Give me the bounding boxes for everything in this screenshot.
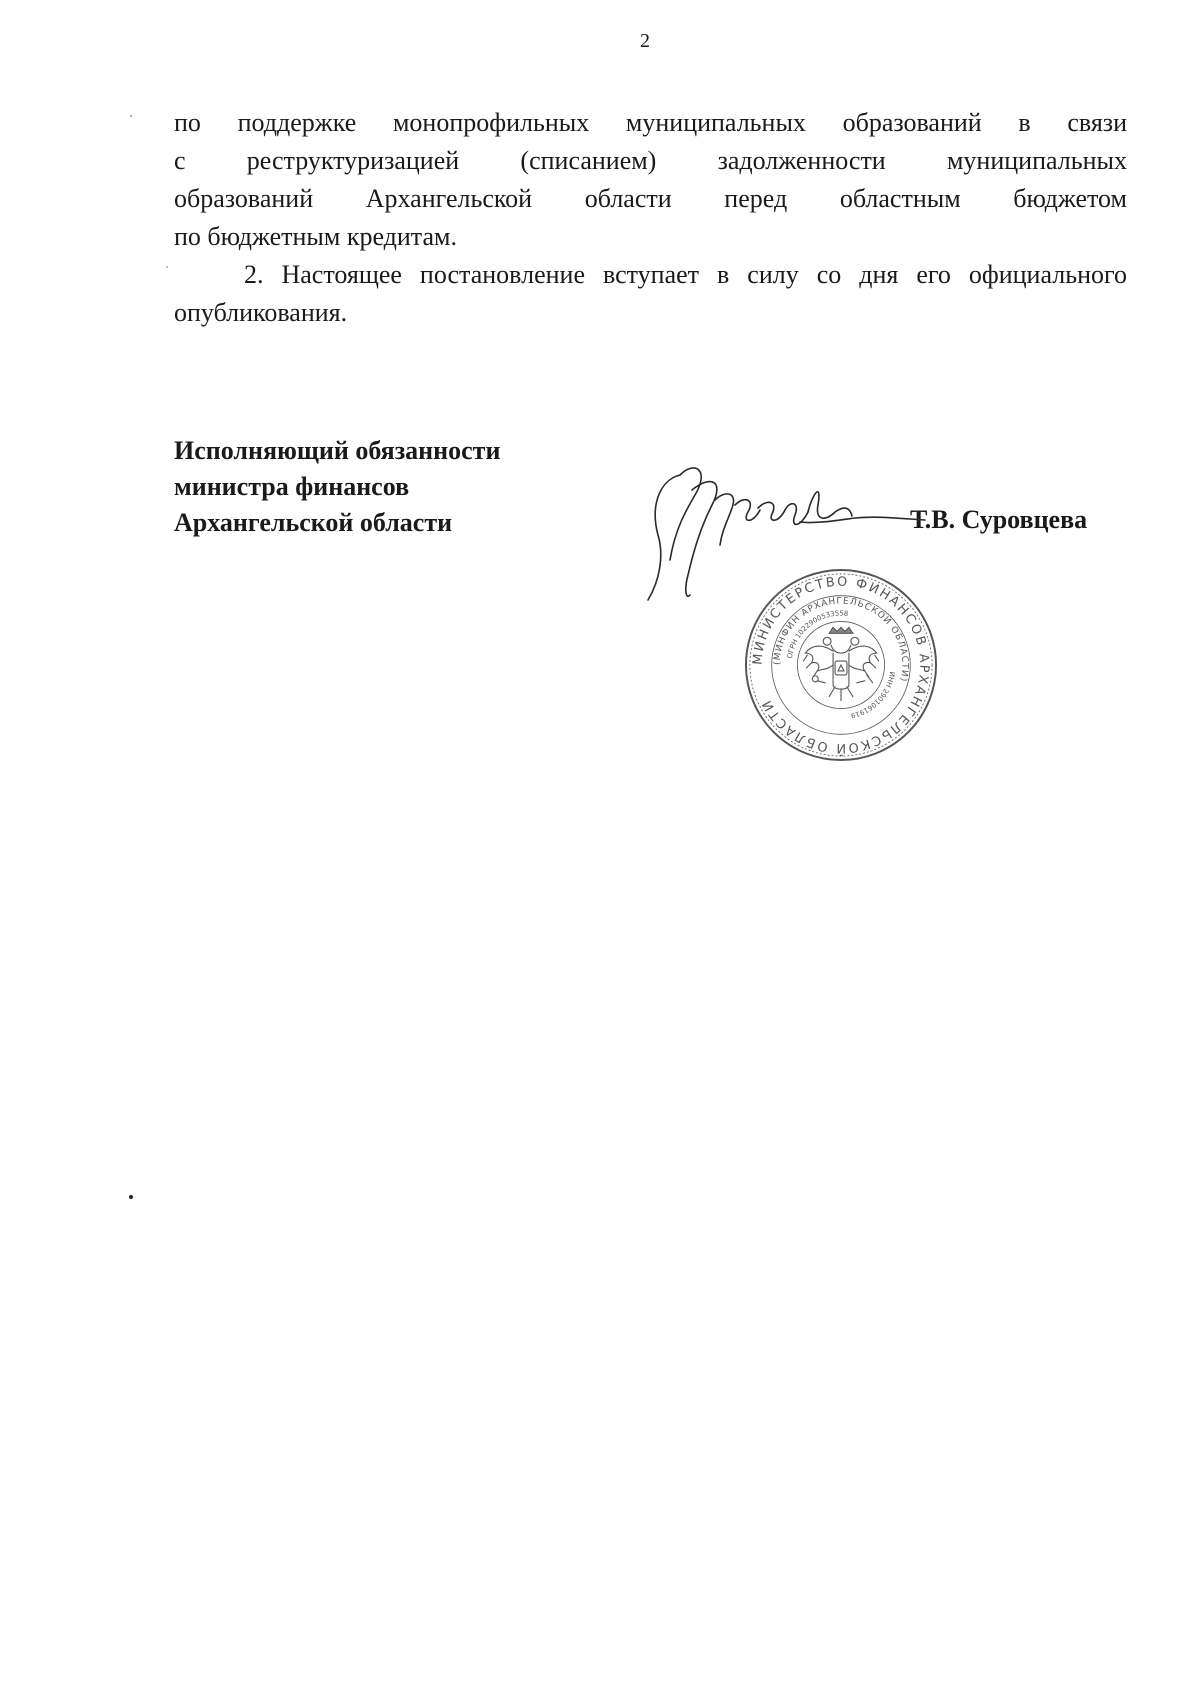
svg-text:ИНН 2901061919 — [850, 671, 896, 720]
paragraph-2-line-2: опубликования. — [174, 298, 348, 327]
document-body — [174, 104, 1127, 332]
scan-speck — [166, 266, 168, 268]
signer-name: Т.В. Суровцева — [910, 505, 1088, 534]
official-seal — [742, 566, 940, 764]
signer-title — [174, 433, 500, 541]
seal-inner-text: (МИНФИН АРХАНГЕЛЬСКОЙ ОБЛАСТИ) — [772, 596, 910, 684]
scan-speck — [129, 1195, 133, 1199]
scan-speck — [130, 115, 132, 117]
page-number: 2 — [640, 30, 650, 52]
signer-title-line-3: Архангельской области — [174, 508, 453, 537]
body-line-1: по поддержке монопрофильных муниципальных образований в связи — [174, 108, 1127, 137]
signer-title-line-1: Исполняющий обязанности — [174, 436, 501, 465]
body-line-3: образований Архангельской области перед областным бюджетом — [174, 184, 1127, 213]
body-line-4: по бюджетным кредитам. — [174, 222, 457, 251]
seal-inn-text: ИНН 2901061919 — [849, 670, 897, 720]
seal-ogrn-text: ОГРН 1022900533558 — [785, 609, 849, 660]
seal-outer-text: МИНИСТЕРСТВО ФИНАНСОВ АРХАНГЕЛЬСКОЙ ОБЛАСТИ — [750, 574, 932, 756]
double-headed-eagle-icon — [803, 627, 878, 700]
signer-title-line-2: министра финансов — [174, 472, 410, 501]
paragraph-2-line-1: 2. Настоящее постановление вступает в силу со дня его официального — [244, 260, 1127, 289]
body-line-2: с реструктуризацией (списанием) задолженности муниципальных — [174, 146, 1127, 175]
